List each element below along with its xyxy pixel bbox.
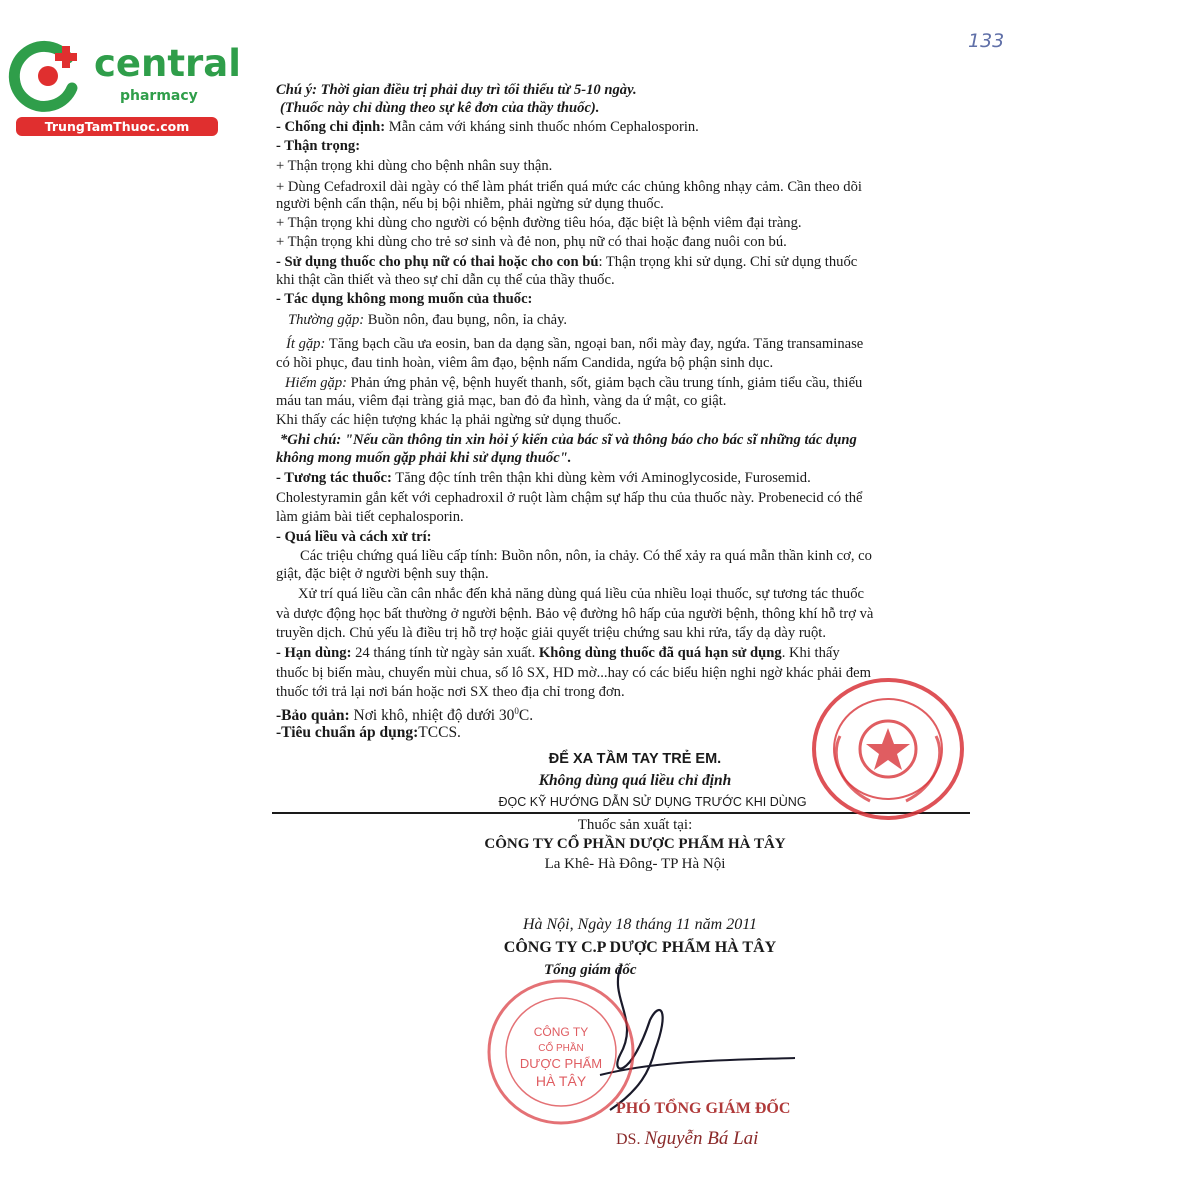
common-label: Thường gặp: [288, 312, 365, 328]
uncommon-text-2: có hồi phục, đau tinh hoàn, viêm âm đạo, bệnh nấm Candida, ngứa bộ phận sinh dục. [276, 355, 774, 371]
rare-effects-line [285, 375, 970, 392]
made-at-label: Thuốc sản xuất tại: [577, 817, 693, 833]
treatment-text-1: Xử trí quá liều cần cân nhắc đến khả năng dùng quá liều của nhiều loại thuốc, sự tương tác thuốc [298, 586, 864, 602]
svg-text:CỔ PHẦN: CỔ PHẦN [538, 1043, 584, 1054]
deputy-director-title: PHÓ TỔNG GIÁM ĐỐC [616, 1100, 791, 1117]
uncommon-label: Ít gặp: [286, 336, 326, 352]
interaction-label: - Tương tác thuốc: [276, 470, 392, 486]
remark-line-2: không mong muốn gặp phải khi sử dụng thuốc". [276, 450, 572, 466]
logo-url-badge[interactable]: TrungTamThuoc.com [16, 117, 218, 136]
svg-text:CÔNG TY: CÔNG TY [533, 1025, 589, 1039]
note-line-2: (Thuốc này chỉ dùng theo sự kê đơn của thầy thuốc). [280, 100, 600, 116]
director-title: Tổng giám đốc [544, 962, 637, 978]
logo-brand-text: central [94, 42, 241, 85]
caution-item-3: + Thận trọng khi dùng cho người có bệnh đường tiêu hóa, đặc biệt là bệnh viêm đại tràng. [276, 215, 802, 231]
pregnancy-text-2: khi thật cần thiết và theo sự chỉ dẫn cụ thể của thầy thuốc. [276, 272, 615, 288]
common-effects-line [288, 312, 982, 329]
caution-item-1: + Thận trọng khi dùng cho bệnh nhân suy thận. [276, 158, 553, 174]
rare-label: Hiếm gặp: [285, 375, 348, 391]
common-text: Buồn nôn, đau bụng, nôn, ỉa chảy. [364, 312, 568, 328]
caution-heading: - Thận trọng: [276, 138, 361, 154]
overdose-heading: - Quá liều và cách xử trí: [276, 529, 432, 545]
storage-text: Nơi khô, nhiệt độ dưới 30 [349, 707, 515, 725]
handwritten-page-number: 133 [968, 30, 1005, 52]
side-effects-heading: - Tác dụng không mong muốn của thuốc: [276, 291, 533, 307]
company-name-signature: CÔNG TY C.P DƯỢC PHẨM HÀ TÂY [503, 939, 777, 956]
uncommon-effects-line [286, 336, 970, 353]
storage-label: -Bảo quản: [276, 707, 350, 725]
expiry-text-b: . Khi thấy [781, 645, 840, 661]
overdose-text-1: Các triệu chứng quá liều cấp tính: Buồn nôn, nôn, ỉa chảy. Có thể xảy ra quá mẫn thần kinh cơ, co [300, 548, 872, 564]
caution-item-2b: người bệnh cẩn thận, nếu bị bội nhiễm, phải ngừng sử dụng thuốc. [276, 196, 664, 212]
company-stamp-seal [486, 978, 636, 1126]
expiry-warning: Không dùng thuốc đã quá hạn sử dụng [538, 645, 782, 661]
stop-use-text: Khi thấy các hiện tượng khác lạ phải ngừng sử dụng thuốc. [276, 412, 622, 428]
read-guide-text: ĐỌC KỸ HƯỚNG DẪN SỬ DỤNG TRƯỚC KHI DÙNG [498, 795, 807, 809]
standard-label: -Tiêu chuẩn áp dụng: [276, 724, 419, 741]
contraindication-label: - Chống chỉ định: [276, 119, 386, 135]
signer-line [616, 1130, 816, 1148]
treatment-text-3: truyền dịch. Chủ yếu là điều trị hỗ trợ hoặc giải quyết triệu chứng sau khi rửa, tẩy dạ dày ruột. [276, 625, 826, 641]
central-pharmacy-logo[interactable] [8, 36, 241, 136]
no-overdose-text: Không dùng quá liều chỉ định [538, 772, 732, 789]
government-stamp-seal [810, 676, 966, 822]
manufacturer-name: CÔNG TY CỔ PHẦN DƯỢC PHẨM HÀ TÂY [484, 836, 786, 852]
signer-name: Nguyễn Bá Lai [644, 1128, 759, 1149]
contraindication-line [276, 119, 970, 136]
logo-sub-text: pharmacy [120, 88, 198, 104]
caution-item-2a: + Dùng Cefadroxil dài ngày có thể làm phát triển quá mức các chủng không nhạy cảm. Cần theo dõi [276, 179, 862, 195]
svg-text:HÀ TÂY: HÀ TÂY [535, 1073, 587, 1089]
contraindication-text: Mẫn cảm với kháng sinh thuốc nhóm Cephalosporin. [385, 119, 699, 135]
expiry-text: 24 tháng tính từ ngày sản xuất. [351, 645, 539, 661]
storage-unit: C. [518, 707, 534, 725]
interaction-line [276, 470, 970, 487]
rare-text-2: máu tan máu, viêm đại tràng giả mạc, ban đỏ đa hình, vàng da ứ mật, co giật. [276, 393, 727, 409]
expiry-text-2: thuốc bị biến màu, chuyển mùi chua, số lô SX, HD mờ...hay có các biểu hiện nghi ngờ khác phải đem [276, 665, 871, 681]
issue-date: Hà Nội, Ngày 18 tháng 11 năm 2011 [522, 916, 758, 933]
expiry-line [276, 645, 970, 662]
expiry-text-3: thuốc tới trả lại nơi bán hoặc nơi SX theo địa chỉ trong đơn. [276, 684, 625, 700]
pregnancy-label: - Sử dụng thuốc cho phụ nữ có thai hoặc cho con bú [276, 254, 599, 270]
interaction-text: Tăng độc tính trên thận khi dùng kèm với Aminoglycoside, Furosemid. [391, 470, 811, 486]
pregnancy-text: : Thận trọng khi sử dụng. Chỉ sử dụng thuốc [598, 254, 858, 270]
note-line-1: Chú ý: Thời gian điều trị phải duy trì tối thiểu từ 5-10 ngày. [276, 82, 637, 98]
uncommon-text: Tăng bạch cầu ưa eosin, ban da dạng sần, ngoại ban, nổi mày đay, ngứa. Tăng transaminase [325, 336, 864, 352]
rare-text: Phản ứng phản vệ, bệnh huyết thanh, sốt, giảm bạch cầu trung tính, giảm tiểu cầu, thiếu [347, 375, 863, 391]
interaction-text-3: làm giảm bài tiết cephalosporin. [276, 509, 464, 525]
standard-text: TCCS. [418, 724, 461, 741]
expiry-label: - Hạn dùng: [276, 645, 352, 661]
manufacturer-address: La Khê- Hà Đông- TP Hà Nội [544, 856, 726, 872]
overdose-text-2: giật, đặc biệt ở người bệnh suy thận. [276, 566, 489, 582]
pregnancy-line [276, 254, 970, 271]
keep-away-children: ĐỂ XA TẦM TAY TRẺ EM. [548, 751, 722, 767]
pharmacy-logo-icon [8, 36, 88, 116]
storage-degree: 0 [514, 706, 519, 716]
treatment-text-2: và dược động học bất thường ở người bệnh. Bảo vệ đường hô hấp của người bệnh, thông khí hỗ trợ và [276, 606, 874, 622]
signer-prefix: DS. [616, 1131, 645, 1148]
interaction-text-2: Cholestyramin gắn kết với cephadroxil ở ruột làm chậm sự hấp thu của thuốc này. Probenecid có thể [276, 490, 863, 506]
svg-text:DƯỢC PHẨM: DƯỢC PHẨM [519, 1056, 603, 1071]
caution-item-4: + Thận trọng khi dùng cho trẻ sơ sinh và đẻ non, phụ nữ có thai hoặc đang nuôi con bú. [276, 234, 787, 250]
remark-line-1: *Ghi chú: "Nếu cần thông tin xin hỏi ý kiến của bác sĩ và thông báo cho bác sĩ những tác dụng [280, 432, 857, 448]
